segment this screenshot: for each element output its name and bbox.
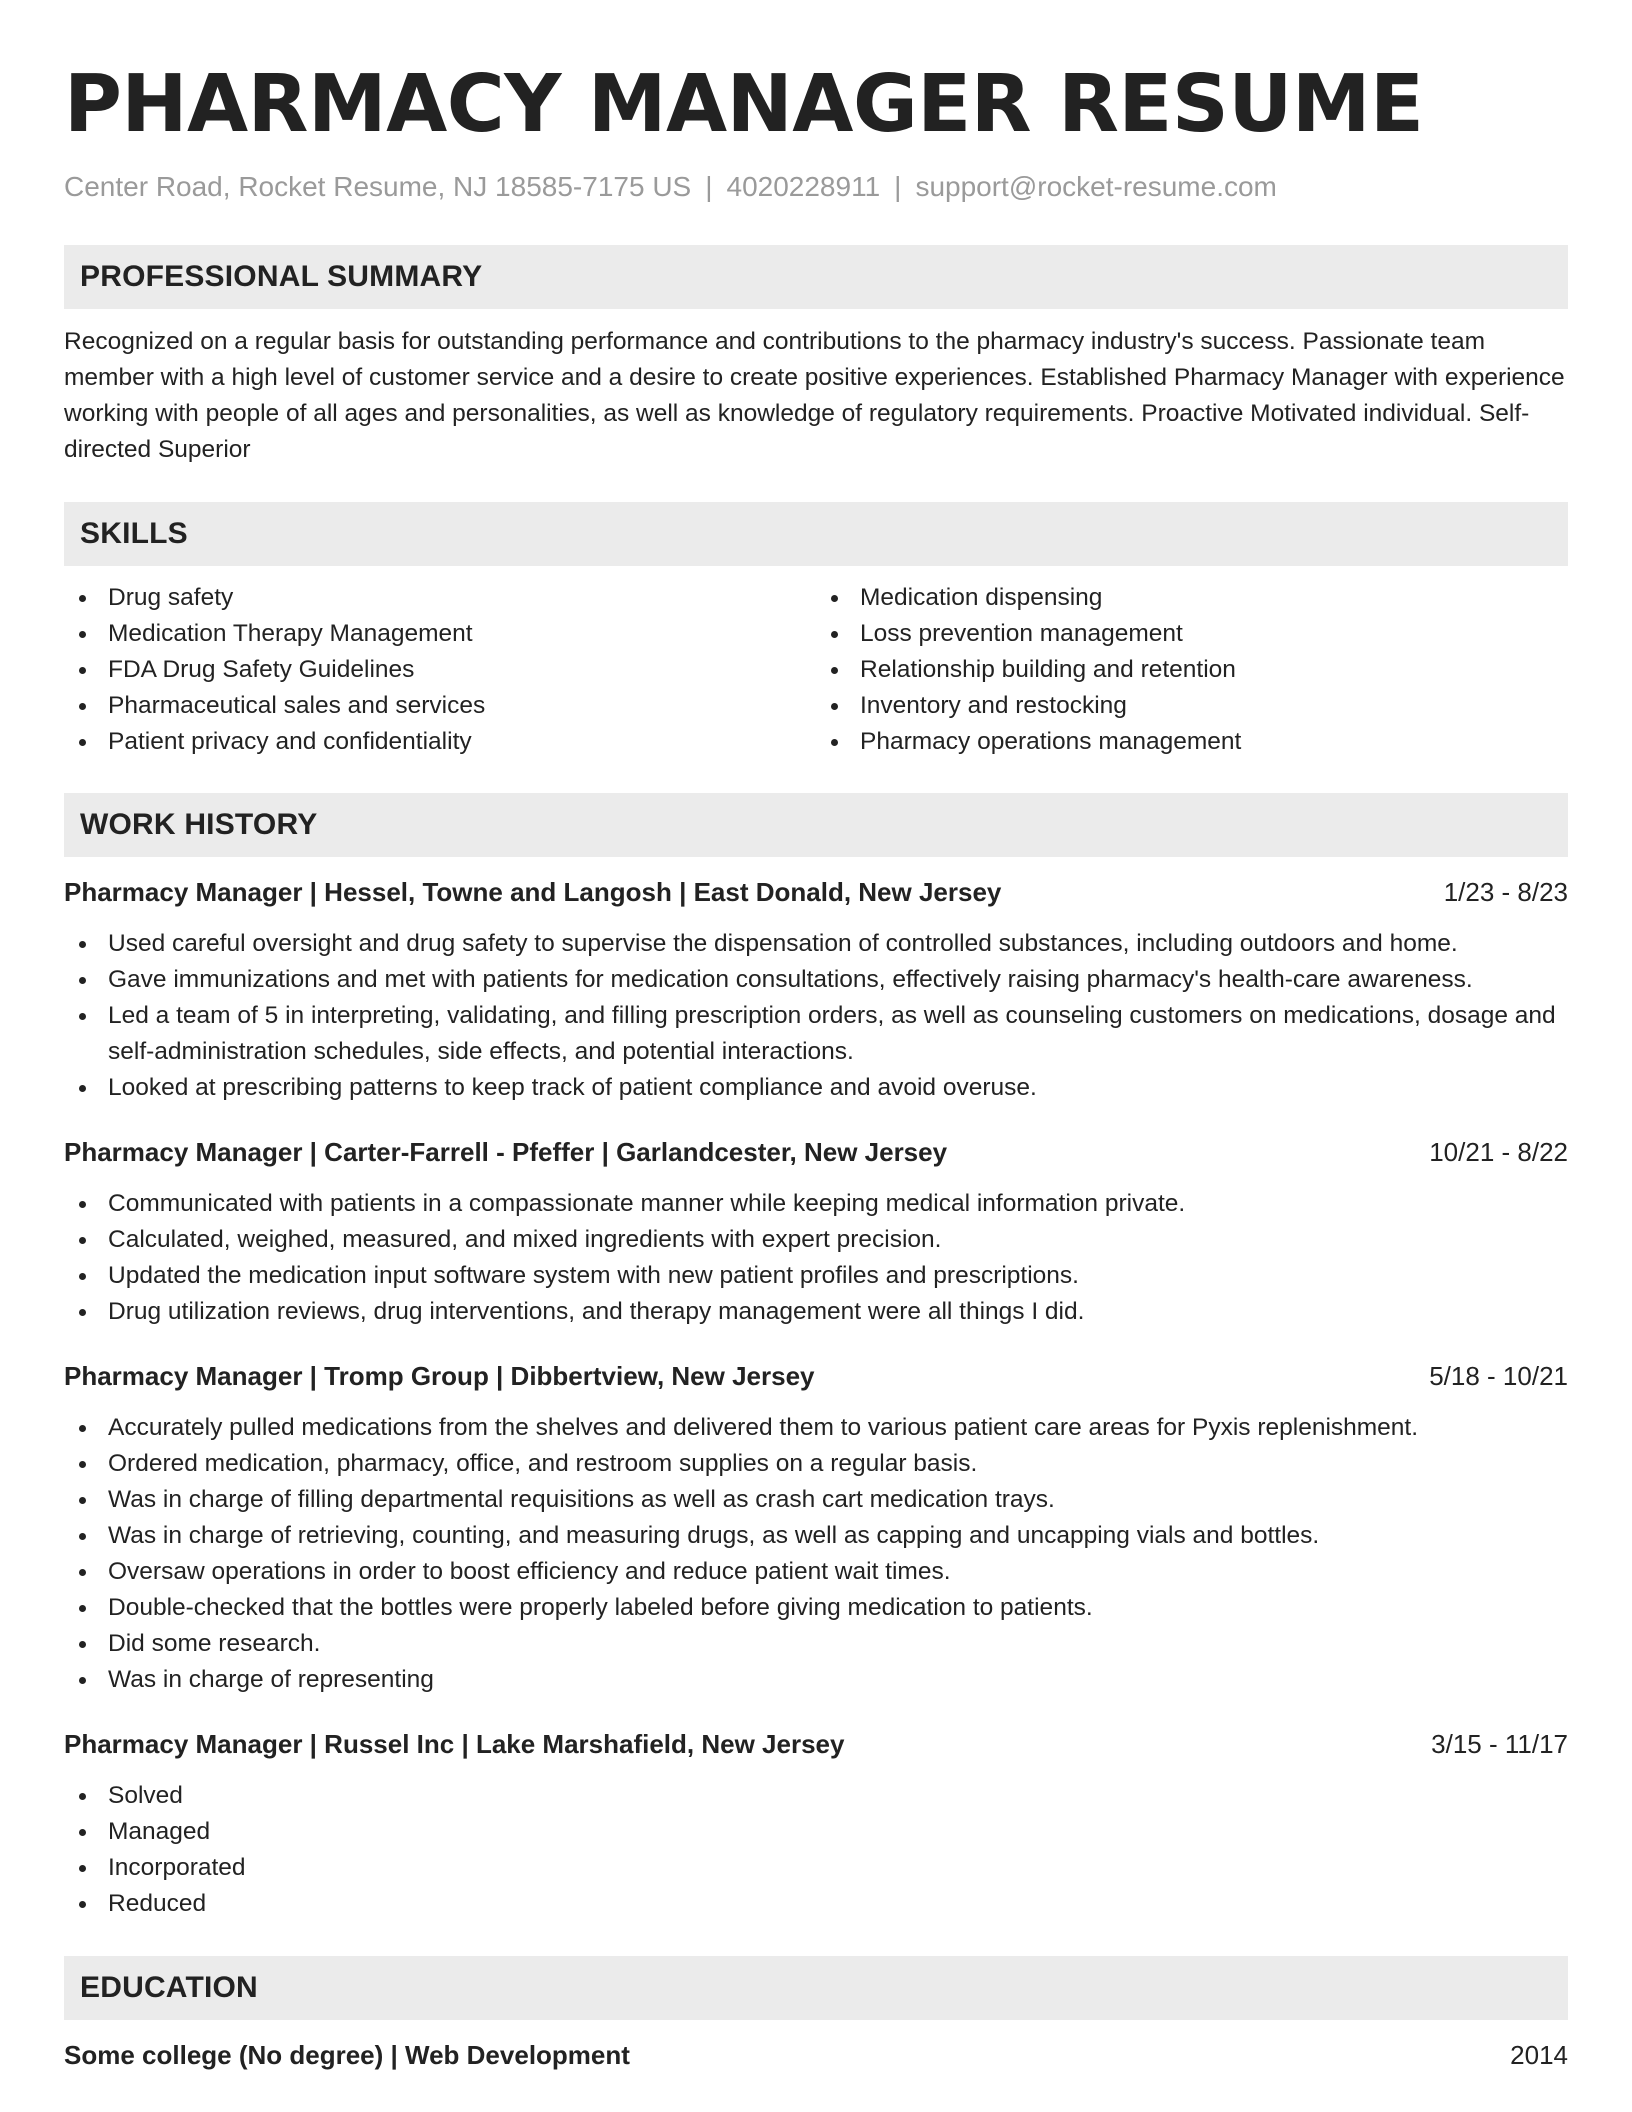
contact-address: Center Road, Rocket Resume, NJ 18585-7175 US [64, 171, 692, 202]
work-section-header [64, 793, 1568, 857]
education-dates: 2014 [1510, 2040, 1568, 2070]
skill-item: Inventory and restocking [816, 688, 1568, 724]
job-bullet: Was in charge of filling departmental requisitions as well as crash cart medication trays. [64, 1482, 1568, 1518]
skills-heading: SKILLS [80, 517, 188, 550]
job-bullet: Looked at prescribing patterns to keep track of patient compliance and avoid overuse. [64, 1070, 1568, 1106]
job-entry [64, 1726, 1568, 1922]
job-bullet: Was in charge of retrieving, counting, and measuring drugs, as well as capping and uncapping vials and bottles. [64, 1518, 1568, 1554]
job-title: Pharmacy Manager | Hessel, Towne and Langosh | East Donald, New Jersey [64, 877, 1002, 907]
skill-item: Medication Therapy Management [64, 616, 816, 652]
job-bullet: Used careful oversight and drug safety to supervise the dispensation of controlled substances, including outdoors and home. [64, 926, 1568, 962]
job-bullet: Solved [64, 1778, 1568, 1814]
education-section-header [64, 1956, 1568, 2020]
skill-item: Relationship building and retention [816, 652, 1568, 688]
summary-section-header [64, 245, 1568, 309]
skill-item: Drug safety [64, 580, 816, 616]
job-entry [64, 874, 1568, 1106]
job-bullet: Calculated, weighed, measured, and mixed ingredients with expert precision. [64, 1222, 1568, 1258]
contact-email: support@rocket-resume.com [915, 171, 1277, 202]
job-bullet: Was in charge of representing [64, 1662, 1568, 1698]
contact-line [64, 169, 1568, 205]
job-header [64, 1358, 1568, 1394]
job-bullet: Managed [64, 1814, 1568, 1850]
job-bullet: Accurately pulled medications from the shelves and delivered them to various patient care areas for Pyxis replenishment. [64, 1410, 1568, 1446]
summary-text: Recognized on a regular basis for outstanding performance and contributions to the pharmacy industry's success. Passionate team member with a high level of customer service and a desire to create positive experiences. Established Pharmacy Manager with experience working with people of all ages and personalities, as well as knowledge of regulatory requirements. Proactive Motivated individual. Self-directed Superior [64, 328, 1565, 463]
job-header [64, 1726, 1568, 1762]
job-header [64, 1134, 1568, 1170]
contact-separator: | [894, 171, 902, 202]
skills-section-header [64, 502, 1568, 566]
job-bullet: Reduced [64, 1886, 1568, 1922]
job-bullets [64, 1410, 1568, 1698]
job-entry [64, 1134, 1568, 1330]
job-bullet: Oversaw operations in order to boost efficiency and reduce patient wait times. [64, 1554, 1568, 1590]
job-dates: 3/15 - 11/17 [1431, 1729, 1568, 1759]
job-bullet: Did some research. [64, 1626, 1568, 1662]
skill-item: Loss prevention management [816, 616, 1568, 652]
job-bullet: Updated the medication input software system with new patient profiles and prescriptions. [64, 1258, 1568, 1294]
education-entry [64, 2037, 1568, 2073]
contact-separator: | [705, 171, 713, 202]
resume-title: PHARMACY MANAGER RESUME [64, 58, 1424, 150]
job-dates: 10/21 - 8/22 [1429, 1137, 1568, 1167]
job-header [64, 874, 1568, 910]
job-title: Pharmacy Manager | Russel Inc | Lake Marshafield, New Jersey [64, 1729, 845, 1759]
job-bullet: Led a team of 5 in interpreting, validating, and filling prescription orders, as well as counseling customers on medications, dosage and self-administration schedules, side effects, and potential interactions. [64, 998, 1568, 1070]
skill-item: Pharmaceutical sales and services [64, 688, 816, 724]
skill-item: Medication dispensing [816, 580, 1568, 616]
job-bullet: Ordered medication, pharmacy, office, and restroom supplies on a regular basis. [64, 1446, 1568, 1482]
education-header [64, 2037, 1568, 2073]
skills-list [64, 580, 1568, 760]
job-dates: 5/18 - 10/21 [1429, 1361, 1568, 1391]
skills-column-left [64, 580, 816, 760]
summary-heading: PROFESSIONAL SUMMARY [80, 260, 483, 293]
education-heading: EDUCATION [80, 1971, 258, 2004]
skill-item: Patient privacy and confidentiality [64, 724, 816, 760]
job-bullets [64, 1186, 1568, 1330]
contact-phone: 4020228911 [726, 171, 881, 202]
job-bullet: Gave immunizations and met with patients for medication consultations, effectively raising pharmacy's health-care awareness. [64, 962, 1568, 998]
skill-item: FDA Drug Safety Guidelines [64, 652, 816, 688]
skills-column-right [816, 580, 1568, 760]
job-bullets [64, 926, 1568, 1106]
job-dates: 1/23 - 8/23 [1443, 877, 1568, 907]
job-title: Pharmacy Manager | Carter-Farrell - Pfeffer | Garlandcester, New Jersey [64, 1137, 948, 1167]
job-title: Pharmacy Manager | Tromp Group | Dibbertview, New Jersey [64, 1361, 815, 1391]
job-bullet: Drug utilization reviews, drug interventions, and therapy management were all things I did. [64, 1294, 1568, 1330]
work-heading: WORK HISTORY [80, 808, 318, 841]
job-bullet: Double-checked that the bottles were properly labeled before giving medication to patients. [64, 1590, 1568, 1626]
job-bullet: Communicated with patients in a compassionate manner while keeping medical information private. [64, 1186, 1568, 1222]
skill-item: Pharmacy operations management [816, 724, 1568, 760]
job-bullets [64, 1778, 1568, 1922]
education-title: Some college (No degree) | Web Development [64, 2040, 630, 2070]
job-entry [64, 1358, 1568, 1698]
job-bullet: Incorporated [64, 1850, 1568, 1886]
